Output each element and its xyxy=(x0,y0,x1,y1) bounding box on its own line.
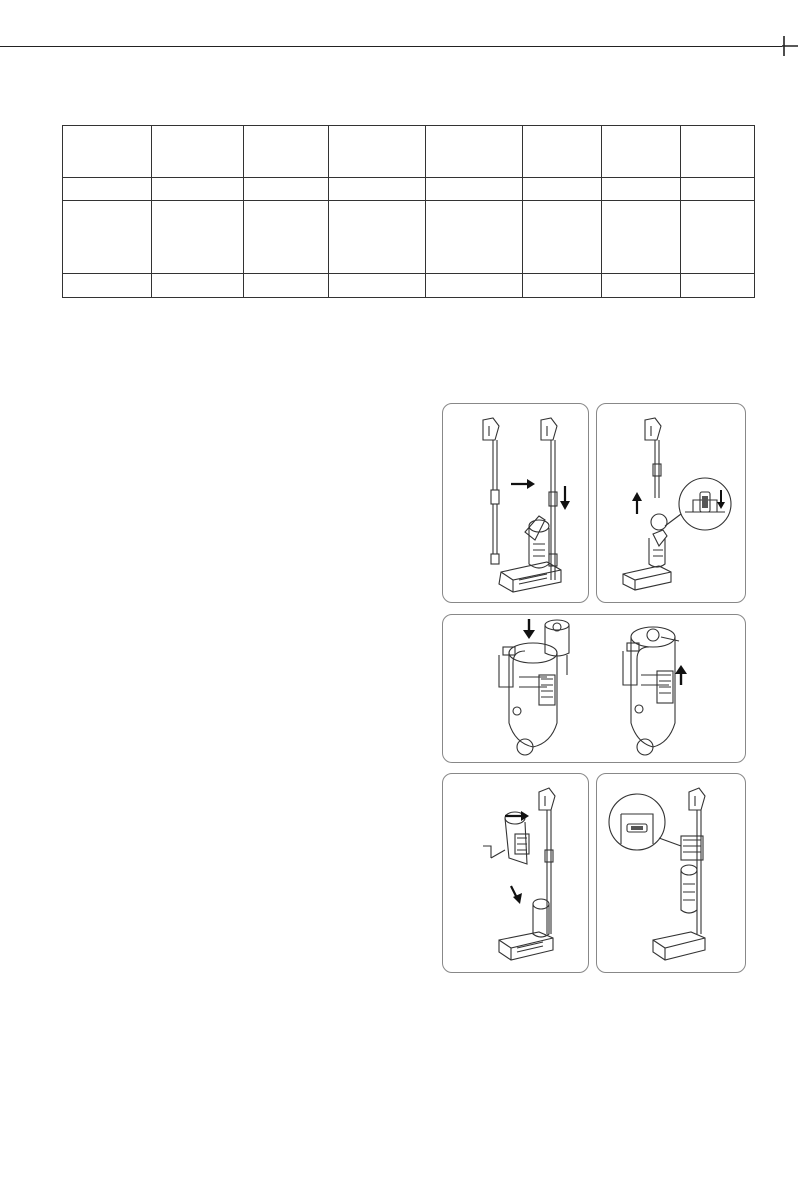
table-cell xyxy=(63,126,152,178)
crop-mark-icon xyxy=(782,36,798,56)
table-cell xyxy=(523,274,602,298)
table-cell xyxy=(63,274,152,298)
table-cell xyxy=(602,201,681,274)
table-cell xyxy=(602,126,681,178)
assembled-vacuum-illustration-icon xyxy=(597,774,745,972)
specification-table xyxy=(62,125,755,298)
figure-step-3b xyxy=(596,773,746,973)
table-cell xyxy=(244,274,329,298)
tube-assembly-illustration-icon xyxy=(443,404,588,602)
table-cell xyxy=(523,178,602,201)
trim-line xyxy=(0,46,782,47)
table-row xyxy=(63,178,755,201)
table-row xyxy=(63,126,755,178)
table-cell xyxy=(152,274,244,298)
filter-installation-illustration-icon xyxy=(443,615,745,762)
table-cell xyxy=(63,201,152,274)
table-cell xyxy=(523,126,602,178)
table-cell xyxy=(244,201,329,274)
table-cell xyxy=(681,178,755,201)
table-cell xyxy=(426,126,523,178)
table-cell xyxy=(244,178,329,201)
table-cell xyxy=(152,126,244,178)
figure-step-1a xyxy=(442,403,589,603)
main-unit-attach-illustration-icon xyxy=(443,774,588,972)
table-cell xyxy=(681,274,755,298)
figure-step-1b xyxy=(596,403,746,603)
table-row xyxy=(63,274,755,298)
table-cell xyxy=(244,126,329,178)
table-cell xyxy=(426,201,523,274)
table-cell xyxy=(602,178,681,201)
table-cell xyxy=(426,178,523,201)
table-cell xyxy=(63,178,152,201)
figure-step-2 xyxy=(442,614,746,763)
table-cell xyxy=(681,201,755,274)
table-cell xyxy=(152,178,244,201)
table-cell xyxy=(329,201,426,274)
table-cell xyxy=(329,126,426,178)
table-cell xyxy=(681,126,755,178)
table-row xyxy=(63,201,755,274)
table-cell xyxy=(329,274,426,298)
table-cell xyxy=(523,201,602,274)
table-cell xyxy=(426,274,523,298)
table-cell xyxy=(602,274,681,298)
tube-release-illustration-icon xyxy=(597,404,745,602)
table-cell xyxy=(152,201,244,274)
table-cell xyxy=(329,178,426,201)
figure-step-3a xyxy=(442,773,589,973)
